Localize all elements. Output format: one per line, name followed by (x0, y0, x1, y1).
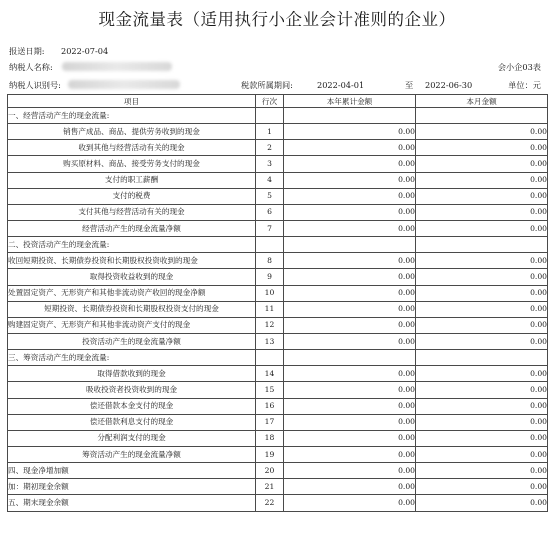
row-ytd-amount: 0.00 (284, 253, 416, 269)
row-line: 15 (256, 382, 284, 398)
period-to: 至 (405, 80, 414, 90)
row-ytd-amount: 0.00 (284, 430, 416, 446)
row-name: 五、期末现金余额 (8, 495, 256, 511)
redacted-taxpayer-id (68, 80, 180, 89)
row-name: 二、投资活动产生的现金流量: (8, 237, 256, 253)
row-line: 14 (256, 366, 284, 382)
row-line: 7 (256, 220, 284, 236)
row-line: 5 (256, 188, 284, 204)
row-ytd-amount: 0.00 (284, 382, 416, 398)
row-name: 投资活动产生的现金流量净额 (8, 333, 256, 349)
row-month-amount: 0.00 (416, 172, 548, 188)
row-line (256, 108, 284, 124)
cash-flow-table (7, 94, 548, 512)
row-name: 一、经营活动产生的现金流量: (8, 108, 256, 124)
row-line: 10 (256, 285, 284, 301)
row-ytd-amount: 0.00 (284, 398, 416, 414)
row-name: 加：期初现金余额 (8, 479, 256, 495)
row-name: 支付的职工薪酬 (8, 172, 256, 188)
row-name: 收回短期投资、长期债券投资和长期股权投资收到的现金 (8, 253, 256, 269)
row-month-amount: 0.00 (416, 301, 548, 317)
row-name: 吸收投资者投资收到的现金 (8, 382, 256, 398)
row-ytd-amount: 0.00 (284, 495, 416, 511)
row-line (256, 350, 284, 366)
row-name: 取得投资收益收到的现金 (8, 269, 256, 285)
section-row (8, 237, 548, 253)
row-line: 12 (256, 317, 284, 333)
row-ytd-amount: 0.00 (284, 269, 416, 285)
period-start: 2022-04-01 (317, 80, 365, 90)
taxpayer-name-label: 纳税人名称: (9, 62, 53, 72)
row-month-amount (416, 108, 548, 124)
row-name: 四、现金净增加额 (8, 463, 256, 479)
row-name: 筹资活动产生的现金流量净额 (8, 446, 256, 462)
row-month-amount: 0.00 (416, 253, 548, 269)
row-ytd-amount: 0.00 (284, 140, 416, 156)
report-date-label: 报送日期: (9, 46, 45, 56)
table-row (8, 333, 548, 349)
period-end: 2022-06-30 (425, 80, 473, 90)
row-line: 9 (256, 269, 284, 285)
row-line: 2 (256, 140, 284, 156)
table-row (8, 430, 548, 446)
row-name: 支付其他与经营活动有关的现金 (8, 204, 256, 220)
table-row (8, 301, 548, 317)
row-ytd-amount (284, 108, 416, 124)
form-code: 会小企03表 (497, 62, 541, 72)
row-ytd-amount: 0.00 (284, 124, 416, 140)
row-line: 22 (256, 495, 284, 511)
row-month-amount: 0.00 (416, 333, 548, 349)
row-line: 3 (256, 156, 284, 172)
row-ytd-amount: 0.00 (284, 463, 416, 479)
taxpayer-id-label: 纳税人识别号: (9, 80, 61, 90)
row-month-amount: 0.00 (416, 204, 548, 220)
table-row (8, 253, 548, 269)
row-line: 11 (256, 301, 284, 317)
row-line: 17 (256, 414, 284, 430)
page-title: 现金流量表（适用执行小企业会计准则的企业） (98, 10, 456, 29)
section-row (8, 350, 548, 366)
row-ytd-amount: 0.00 (284, 156, 416, 172)
row-month-amount: 0.00 (416, 140, 548, 156)
row-name: 分配利润支付的现金 (8, 430, 256, 446)
table-row (8, 285, 548, 301)
table-row (8, 398, 548, 414)
redacted-taxpayer-name (62, 62, 172, 71)
row-name: 购建固定资产、无形资产和其他非流动资产支付的现金 (8, 317, 256, 333)
row-line (256, 237, 284, 253)
row-name: 取得借款收到的现金 (8, 366, 256, 382)
row-month-amount: 0.00 (416, 317, 548, 333)
table-row (8, 204, 548, 220)
row-ytd-amount: 0.00 (284, 188, 416, 204)
row-name: 经营活动产生的现金流量净额 (8, 220, 256, 236)
col-header-item: 项目 (8, 95, 256, 108)
section-row (8, 108, 548, 124)
row-month-amount: 0.00 (416, 156, 548, 172)
row-month-amount: 0.00 (416, 495, 548, 511)
row-line: 4 (256, 172, 284, 188)
row-line: 18 (256, 430, 284, 446)
table-row (8, 317, 548, 333)
row-name: 销售产成品、商品、提供劳务收到的现金 (8, 124, 256, 140)
row-month-amount: 0.00 (416, 479, 548, 495)
row-ytd-amount: 0.00 (284, 414, 416, 430)
row-ytd-amount: 0.00 (284, 446, 416, 462)
section-row (8, 463, 548, 479)
row-line: 6 (256, 204, 284, 220)
row-month-amount: 0.00 (416, 220, 548, 236)
row-name: 处置固定资产、无形资产和其他非流动资产收回的现金净额 (8, 285, 256, 301)
table-row (8, 156, 548, 172)
row-line: 20 (256, 463, 284, 479)
row-name: 偿还借款本金支付的现金 (8, 398, 256, 414)
row-ytd-amount: 0.00 (284, 220, 416, 236)
row-month-amount: 0.00 (416, 414, 548, 430)
row-month-amount (416, 350, 548, 366)
row-ytd-amount: 0.00 (284, 317, 416, 333)
row-name: 收到其他与经营活动有关的现金 (8, 140, 256, 156)
row-line: 13 (256, 333, 284, 349)
table-header-row (8, 95, 548, 108)
unit-label: 单位：元 (508, 80, 541, 90)
row-ytd-amount: 0.00 (284, 333, 416, 349)
row-line: 8 (256, 253, 284, 269)
row-month-amount: 0.00 (416, 398, 548, 414)
row-month-amount: 0.00 (416, 382, 548, 398)
table-row (8, 172, 548, 188)
row-month-amount: 0.00 (416, 188, 548, 204)
row-month-amount: 0.00 (416, 124, 548, 140)
table-row (8, 124, 548, 140)
row-name: 偿还借款利息支付的现金 (8, 414, 256, 430)
col-header-line: 行次 (256, 95, 284, 108)
table-row (8, 446, 548, 462)
table-row (8, 220, 548, 236)
row-line: 1 (256, 124, 284, 140)
row-ytd-amount (284, 237, 416, 253)
row-line: 21 (256, 479, 284, 495)
table-row (8, 366, 548, 382)
table-row (8, 269, 548, 285)
row-month-amount: 0.00 (416, 285, 548, 301)
report-date-value: 2022-07-04 (61, 46, 109, 56)
row-ytd-amount: 0.00 (284, 285, 416, 301)
table-row (8, 414, 548, 430)
row-month-amount: 0.00 (416, 463, 548, 479)
row-ytd-amount: 0.00 (284, 366, 416, 382)
row-name: 三、筹资活动产生的现金流量: (8, 350, 256, 366)
row-line: 16 (256, 398, 284, 414)
row-month-amount (416, 237, 548, 253)
period-label: 税款所属期间: (241, 80, 293, 90)
row-name: 购买原材料、商品、接受劳务支付的现金 (8, 156, 256, 172)
row-ytd-amount: 0.00 (284, 204, 416, 220)
row-month-amount: 0.00 (416, 269, 548, 285)
row-month-amount: 0.00 (416, 446, 548, 462)
row-name: 短期投资、长期债券投资和长期股权投资支付的现金 (8, 301, 256, 317)
row-ytd-amount: 0.00 (284, 301, 416, 317)
row-ytd-amount (284, 350, 416, 366)
row-ytd-amount: 0.00 (284, 172, 416, 188)
row-month-amount: 0.00 (416, 366, 548, 382)
table-row (8, 140, 548, 156)
col-header-ytd: 本年累计金额 (284, 95, 416, 108)
row-month-amount: 0.00 (416, 430, 548, 446)
row-name: 支付的税费 (8, 188, 256, 204)
col-header-month: 本月金额 (416, 95, 548, 108)
table-row (8, 188, 548, 204)
row-line: 19 (256, 446, 284, 462)
table-row (8, 382, 548, 398)
section-row (8, 495, 548, 511)
row-ytd-amount: 0.00 (284, 479, 416, 495)
table-row (8, 479, 548, 495)
